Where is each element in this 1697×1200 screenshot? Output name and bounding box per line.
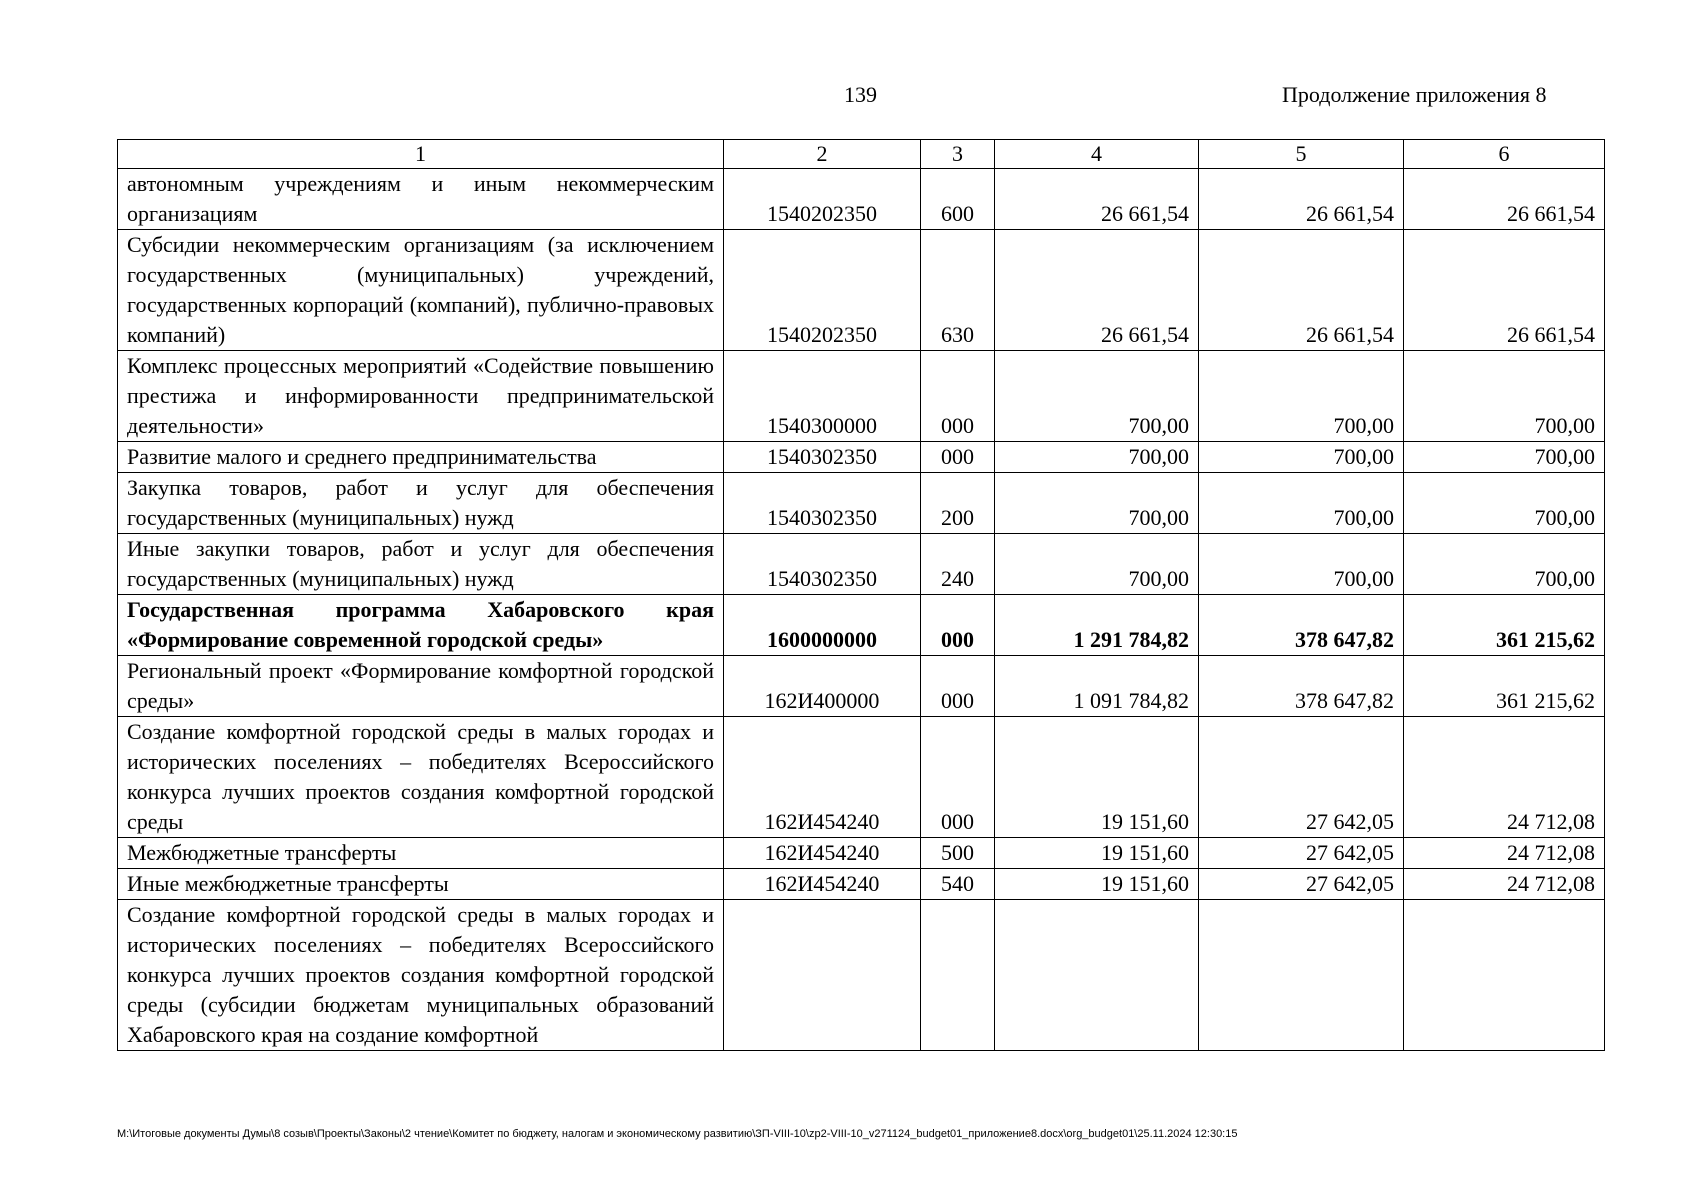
column-header: 5 bbox=[1199, 140, 1404, 169]
row-target-code: 162И400000 bbox=[724, 656, 921, 717]
row-expense-type: 200 bbox=[921, 473, 995, 534]
row-description: Государственная программа Хабаровского края «Формирование современной городской среды» bbox=[118, 595, 724, 656]
row-value-col6: 361 215,62 bbox=[1404, 656, 1605, 717]
row-value-col6: 700,00 bbox=[1404, 473, 1605, 534]
row-value-col6: 361 215,62 bbox=[1404, 595, 1605, 656]
table-row-continued bbox=[118, 900, 1605, 1051]
row-value-col6: 700,00 bbox=[1404, 351, 1605, 442]
row-expense-type: 240 bbox=[921, 534, 995, 595]
row-expense-type bbox=[921, 900, 995, 1051]
row-value-col4: 19 151,60 bbox=[995, 838, 1199, 869]
row-target-code bbox=[724, 900, 921, 1051]
row-target-code: 1540302350 bbox=[724, 534, 921, 595]
row-target-code: 1600000000 bbox=[724, 595, 921, 656]
row-value-col4: 19 151,60 bbox=[995, 717, 1199, 838]
row-value-col5: 26 661,54 bbox=[1199, 169, 1404, 230]
row-value-col5: 700,00 bbox=[1199, 534, 1404, 595]
row-target-code: 1540302350 bbox=[724, 473, 921, 534]
row-value-col5: 27 642,05 bbox=[1199, 717, 1404, 838]
row-value-col5: 700,00 bbox=[1199, 442, 1404, 473]
row-value-col5: 378 647,82 bbox=[1199, 595, 1404, 656]
row-target-code: 1540202350 bbox=[724, 230, 921, 351]
row-target-code: 1540302350 bbox=[724, 442, 921, 473]
row-description: Иные закупки товаров, работ и услуг для обеспечения государственных (муниципальных) нужд bbox=[118, 534, 724, 595]
row-target-code: 1540300000 bbox=[724, 351, 921, 442]
row-description: Комплекс процессных мероприятий «Содействие повышению престижа и информированности предпринимательской деятельности» bbox=[118, 351, 724, 442]
table-row bbox=[118, 473, 1605, 534]
row-value-col6: 24 712,08 bbox=[1404, 869, 1605, 900]
row-expense-type: 000 bbox=[921, 717, 995, 838]
appendix-label: Продолжение приложения 8 bbox=[1282, 82, 1547, 107]
document-file-path: M:\Итоговые документы Думы\8 созыв\Проекты\Законы\2 чтение\Комитет по бюджету, налогам и экономическому развитию\ЗП-VIII-10\zp2-VIII-10_v271124_budget01_приложение8.docx\org_budget01\25.11.2024 12:30:15 bbox=[117, 1128, 1238, 1140]
row-description: автономным учреждениям и иным некоммерческим организациям bbox=[118, 169, 724, 230]
row-value-col5: 700,00 bbox=[1199, 473, 1404, 534]
column-header: 4 bbox=[995, 140, 1199, 169]
row-description: Межбюджетные трансферты bbox=[118, 838, 724, 869]
row-value-col6: 26 661,54 bbox=[1404, 230, 1605, 351]
row-value-col5: 27 642,05 bbox=[1199, 838, 1404, 869]
row-value-col4: 19 151,60 bbox=[995, 869, 1199, 900]
row-value-col6: 24 712,08 bbox=[1404, 838, 1605, 869]
row-expense-type: 000 bbox=[921, 351, 995, 442]
row-description: Субсидии некоммерческим организациям (за исключением государственных (муниципальных) учреждений, государственных корпораций (компаний), публично-правовых компаний) bbox=[118, 230, 724, 351]
table-row bbox=[118, 169, 1605, 230]
row-value-col6: 26 661,54 bbox=[1404, 169, 1605, 230]
row-description: Создание комфортной городской среды в малых городах и исторических поселениях – победителях Всероссийского конкурса лучших проектов создания комфортной городской среды bbox=[118, 717, 724, 838]
row-description: Закупка товаров, работ и услуг для обеспечения государственных (муниципальных) нужд bbox=[118, 473, 724, 534]
row-value-col4: 1 291 784,82 bbox=[995, 595, 1199, 656]
row-value-col5: 378 647,82 bbox=[1199, 656, 1404, 717]
row-expense-type: 000 bbox=[921, 656, 995, 717]
table-row bbox=[118, 351, 1605, 442]
row-value-col4: 700,00 bbox=[995, 351, 1199, 442]
budget-table bbox=[117, 139, 1605, 1051]
row-target-code: 162И454240 bbox=[724, 717, 921, 838]
row-value-col6 bbox=[1404, 900, 1605, 1051]
row-value-col4: 26 661,54 bbox=[995, 169, 1199, 230]
row-description: Создание комфортной городской среды в малых городах и исторических поселениях – победителях Всероссийского конкурса лучших проектов создания комфортной городской среды (субсидии бюджетам муниципальных образований Хабаровского края на создание комфортной bbox=[118, 900, 724, 1051]
row-target-code: 162И454240 bbox=[724, 838, 921, 869]
page-number: 139 bbox=[844, 82, 877, 107]
table-row bbox=[118, 656, 1605, 717]
row-value-col5 bbox=[1199, 900, 1404, 1051]
row-expense-type: 540 bbox=[921, 869, 995, 900]
row-expense-type: 500 bbox=[921, 838, 995, 869]
row-expense-type: 000 bbox=[921, 595, 995, 656]
row-value-col4: 26 661,54 bbox=[995, 230, 1199, 351]
table-row bbox=[118, 717, 1605, 838]
table-row bbox=[118, 838, 1605, 869]
table-row bbox=[118, 442, 1605, 473]
row-value-col5: 26 661,54 bbox=[1199, 230, 1404, 351]
column-header: 6 bbox=[1404, 140, 1605, 169]
row-value-col4: 700,00 bbox=[995, 534, 1199, 595]
row-description: Иные межбюджетные трансферты bbox=[118, 869, 724, 900]
column-header: 1 bbox=[118, 140, 724, 169]
table-row bbox=[118, 869, 1605, 900]
row-value-col4 bbox=[995, 900, 1199, 1051]
table-row bbox=[118, 534, 1605, 595]
table-row bbox=[118, 230, 1605, 351]
row-value-col5: 700,00 bbox=[1199, 351, 1404, 442]
table-row-program-total bbox=[118, 595, 1605, 656]
column-header: 3 bbox=[921, 140, 995, 169]
row-value-col6: 24 712,08 bbox=[1404, 717, 1605, 838]
row-description: Развитие малого и среднего предпринимательства bbox=[118, 442, 724, 473]
row-value-col4: 1 091 784,82 bbox=[995, 656, 1199, 717]
row-target-code: 162И454240 bbox=[724, 869, 921, 900]
row-value-col6: 700,00 bbox=[1404, 534, 1605, 595]
row-target-code: 1540202350 bbox=[724, 169, 921, 230]
column-header: 2 bbox=[724, 140, 921, 169]
row-expense-type: 600 bbox=[921, 169, 995, 230]
row-expense-type: 000 bbox=[921, 442, 995, 473]
row-value-col5: 27 642,05 bbox=[1199, 869, 1404, 900]
column-number-row bbox=[118, 140, 1605, 169]
row-expense-type: 630 bbox=[921, 230, 995, 351]
row-value-col4: 700,00 bbox=[995, 473, 1199, 534]
row-description: Региональный проект «Формирование комфортной городской среды» bbox=[118, 656, 724, 717]
row-value-col6: 700,00 bbox=[1404, 442, 1605, 473]
row-value-col4: 700,00 bbox=[995, 442, 1199, 473]
